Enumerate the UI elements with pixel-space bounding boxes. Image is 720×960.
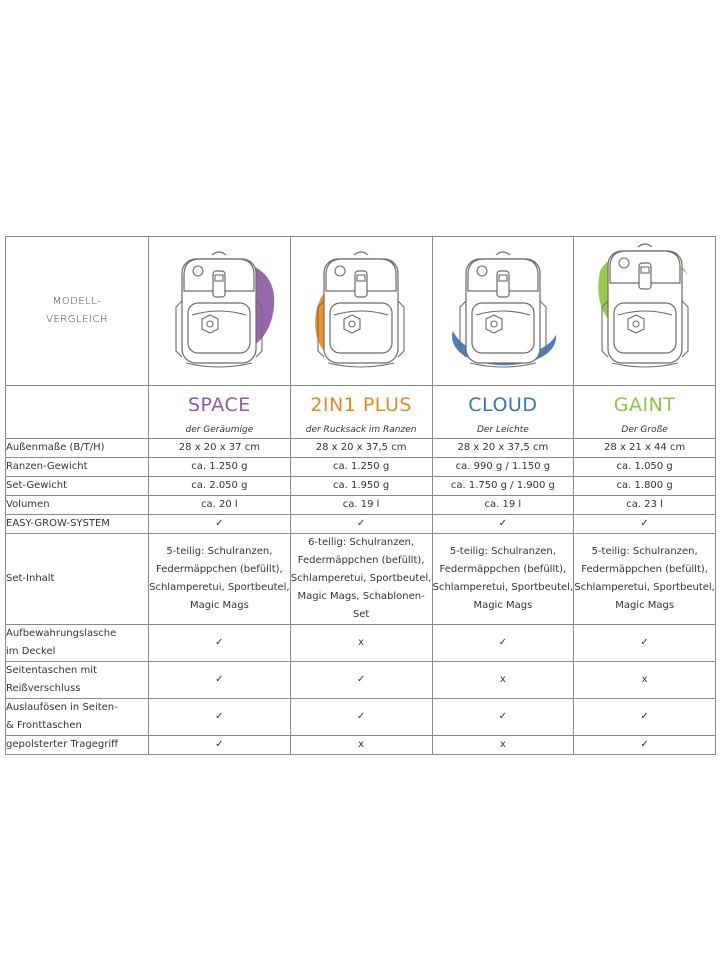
- backpack-icon: [438, 241, 568, 381]
- model-header-0: [149, 386, 291, 439]
- row-label: [6, 625, 149, 662]
- title-line-2: VERGLEICH: [46, 314, 108, 325]
- row-value: ✓: [574, 699, 716, 736]
- row-label: Ranzen-Gewicht: [6, 458, 149, 477]
- model-name: SPACE: [188, 394, 251, 416]
- row-value: ca. 20 l: [149, 496, 291, 515]
- model-image-1: [290, 237, 432, 386]
- title-line-1: MODELL-: [52, 296, 102, 307]
- table-row: [6, 439, 716, 458]
- image-row: [6, 237, 716, 386]
- row-value: [574, 534, 716, 625]
- row-value: 28 x 21 x 44 cm: [574, 439, 716, 458]
- row-value: ✓: [149, 736, 291, 755]
- set-line: 5-teilig: Schulranzen,: [166, 546, 273, 557]
- set-line: Federmäppchen (befüllt),: [156, 564, 283, 575]
- set-line: Magic Mags, Schablonen-Set: [297, 591, 425, 620]
- check-mark: ✓: [432, 515, 574, 534]
- row-label-line: & Fronttaschen: [6, 720, 82, 731]
- model-name-row: [6, 386, 716, 439]
- row-value: 28 x 20 x 37,5 cm: [432, 439, 574, 458]
- row-label-line: Auslaufösen in Seiten-: [6, 702, 118, 713]
- row-value: x: [290, 736, 432, 755]
- model-subtitle: der Geräumige: [185, 425, 254, 435]
- model-name: 2IN1 PLUS: [310, 394, 412, 416]
- table-row-set-inhalt: [6, 534, 716, 625]
- row-value: ca. 2.050 g: [149, 477, 291, 496]
- model-subtitle: der Rucksack im Ranzen: [305, 425, 417, 435]
- row-label: EASY-GROW-SYSTEM: [6, 515, 149, 534]
- row-value: x: [432, 662, 574, 699]
- model-image-3: [574, 237, 716, 386]
- row-value: ✓: [432, 699, 574, 736]
- row-label-line: Reißverschluss: [6, 683, 81, 694]
- row-value: x: [432, 736, 574, 755]
- backpack-icon: [154, 241, 284, 381]
- row-label-line: im Deckel: [6, 646, 56, 657]
- model-subtitle: Der Große: [621, 425, 668, 435]
- row-label: Set-Inhalt: [6, 534, 149, 625]
- set-line: Magic Mags: [189, 600, 249, 611]
- row-label-line: Seitentaschen mit: [6, 665, 97, 676]
- backpack-icon: [580, 241, 710, 381]
- model-image-0: [149, 237, 291, 386]
- model-subtitle: Der Leichte: [476, 425, 529, 435]
- row-value: [149, 534, 291, 625]
- check-mark: ✓: [149, 515, 291, 534]
- set-line: Schlamperetui, Sportbeutel,: [432, 582, 574, 593]
- model-image-2: [432, 237, 574, 386]
- set-line: Schlamperetui, Sportbeutel,: [149, 582, 290, 593]
- check-mark: ✓: [574, 515, 716, 534]
- table-row: [6, 662, 716, 699]
- model-header-2: [432, 386, 574, 439]
- row-value: 28 x 20 x 37 cm: [149, 439, 291, 458]
- row-value: ca. 1.800 g: [574, 477, 716, 496]
- blank-cell: [6, 386, 149, 439]
- row-value: ca. 1.250 g: [149, 458, 291, 477]
- row-value: ✓: [149, 625, 291, 662]
- set-line: Schlamperetui, Sportbeutel,: [290, 573, 432, 584]
- backpack-icon: [296, 241, 426, 381]
- table-row: [6, 515, 716, 534]
- row-value: ✓: [574, 736, 716, 755]
- table-title: [6, 237, 149, 386]
- model-header-3: [574, 386, 716, 439]
- row-value: [290, 534, 432, 625]
- row-value: ca. 1.250 g: [290, 458, 432, 477]
- row-value: ✓: [149, 662, 291, 699]
- set-line: 5-teilig: Schulranzen,: [449, 546, 556, 557]
- row-label-line: Aufbewahrungslasche: [6, 628, 117, 639]
- table-row: [6, 458, 716, 477]
- row-value: [432, 534, 574, 625]
- row-value: ✓: [290, 699, 432, 736]
- model-comparison-table: [5, 236, 716, 755]
- table-row: [6, 496, 716, 515]
- row-label: Außenmaße (B/T/H): [6, 439, 149, 458]
- row-value: x: [574, 662, 716, 699]
- table-row: [6, 625, 716, 662]
- row-value: ca. 1.750 g / 1.900 g: [432, 477, 574, 496]
- row-value: ✓: [432, 625, 574, 662]
- table-row: [6, 699, 716, 736]
- set-line: Schlamperetui, Sportbeutel,: [574, 582, 715, 593]
- set-line: Magic Mags: [615, 600, 675, 611]
- row-value: ✓: [149, 699, 291, 736]
- set-line: 5-teilig: Schulranzen,: [591, 546, 698, 557]
- row-label: [6, 662, 149, 699]
- model-header-1: [290, 386, 432, 439]
- row-label: [6, 699, 149, 736]
- set-line: Federmäppchen (befüllt),: [439, 564, 567, 575]
- table-row: [6, 736, 716, 755]
- set-line: Federmäppchen (befüllt),: [297, 555, 425, 566]
- row-value: x: [290, 625, 432, 662]
- row-label: Set-Gewicht: [6, 477, 149, 496]
- model-name: CLOUD: [468, 394, 538, 416]
- row-label: Volumen: [6, 496, 149, 515]
- set-line: 6-teilig: Schulranzen,: [308, 537, 415, 548]
- row-value: ca. 23 l: [574, 496, 716, 515]
- row-label: gepolsterter Tragegriff: [6, 736, 149, 755]
- row-value: ca. 19 l: [290, 496, 432, 515]
- row-value: ca. 990 g / 1.150 g: [432, 458, 574, 477]
- set-line: Federmäppchen (befüllt),: [581, 564, 708, 575]
- check-mark: ✓: [290, 515, 432, 534]
- row-value: ca. 19 l: [432, 496, 574, 515]
- row-value: ca. 1.050 g: [574, 458, 716, 477]
- table-row: [6, 477, 716, 496]
- model-name: GAINT: [613, 394, 676, 416]
- set-line: Magic Mags: [473, 600, 533, 611]
- row-value: ✓: [290, 662, 432, 699]
- row-value: ca. 1.950 g: [290, 477, 432, 496]
- row-value: 28 x 20 x 37,5 cm: [290, 439, 432, 458]
- row-value: ✓: [574, 625, 716, 662]
